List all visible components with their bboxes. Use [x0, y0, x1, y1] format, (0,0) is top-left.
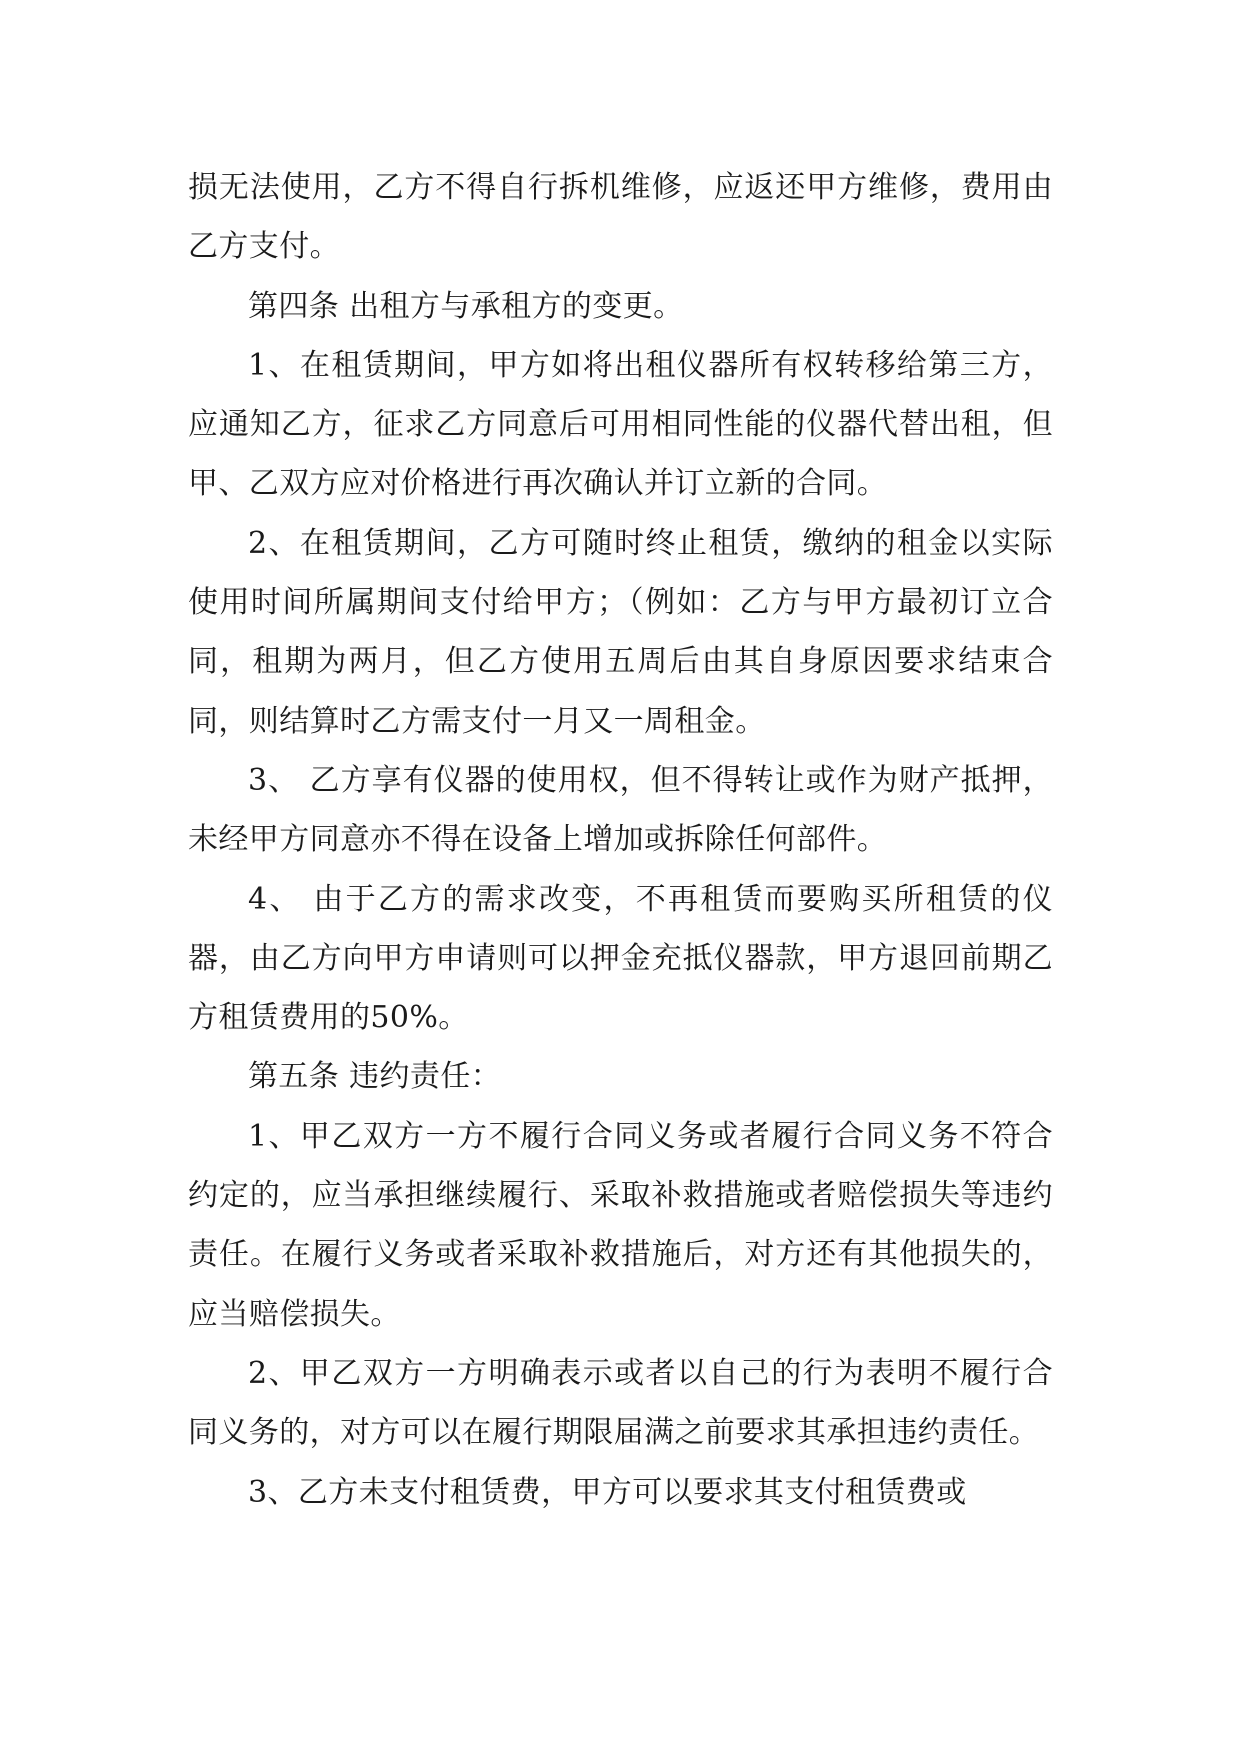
clause-4-3: 3、 乙方享有仪器的使用权，但不得转让或作为财产抵押，未经甲方同意亦不得在设备上增加或拆除任何部件。 — [188, 762, 1053, 858]
clause-4-4: 4、 由于乙方的需求改变，不再租赁而要购买所租赁的仪器，由乙方向甲方申请则可以押金充抵仪器款，甲方退回前期乙方租赁费用的50%。 — [188, 881, 1053, 1036]
article-heading-5: 第五条 违约责任： — [248, 1059, 502, 1095]
clause-5-1: 1、甲乙双方一方不履行合同义务或者履行合同义务不符合约定的，应当承担继续履行、采取补救措施或者赔偿损失等违约责任。在履行义务或者采取补救措施后，对方还有其他损失的，应当赔偿损失。 — [188, 1118, 1053, 1332]
clause-4-2: 2、在租赁期间，乙方可随时终止租赁，缴纳的租金以实际使用时间所属期间支付给甲方；（例如：乙方与甲方最初订立合同，租期为两月，但乙方使用五周后由其自身原因要求结束合同，则结算时乙方需支付一月又一周租金。 — [188, 525, 1053, 739]
article-heading-4: 第四条 出租方与承租方的变更。 — [248, 288, 684, 324]
paragraph-continuation: 损无法使用，乙方不得自行拆机维修，应返还甲方维修，费用由乙方支付。 — [188, 170, 1053, 265]
document-body — [188, 158, 1053, 1522]
clause-4-1: 1、在租赁期间，甲方如将出租仪器所有权转移给第三方，应通知乙方，征求乙方同意后可用相同性能的仪器代替出租，但甲、乙双方应对价格进行再次确认并订立新的合同。 — [188, 347, 1053, 502]
clause-5-2: 2、甲乙双方一方明确表示或者以自己的行为表明不履行合同义务的，对方可以在履行期限届满之前要求其承担违约责任。 — [188, 1355, 1053, 1451]
clause-5-3: 3、乙方未支付租赁费，甲方可以要求其支付租赁费或 — [248, 1474, 967, 1510]
